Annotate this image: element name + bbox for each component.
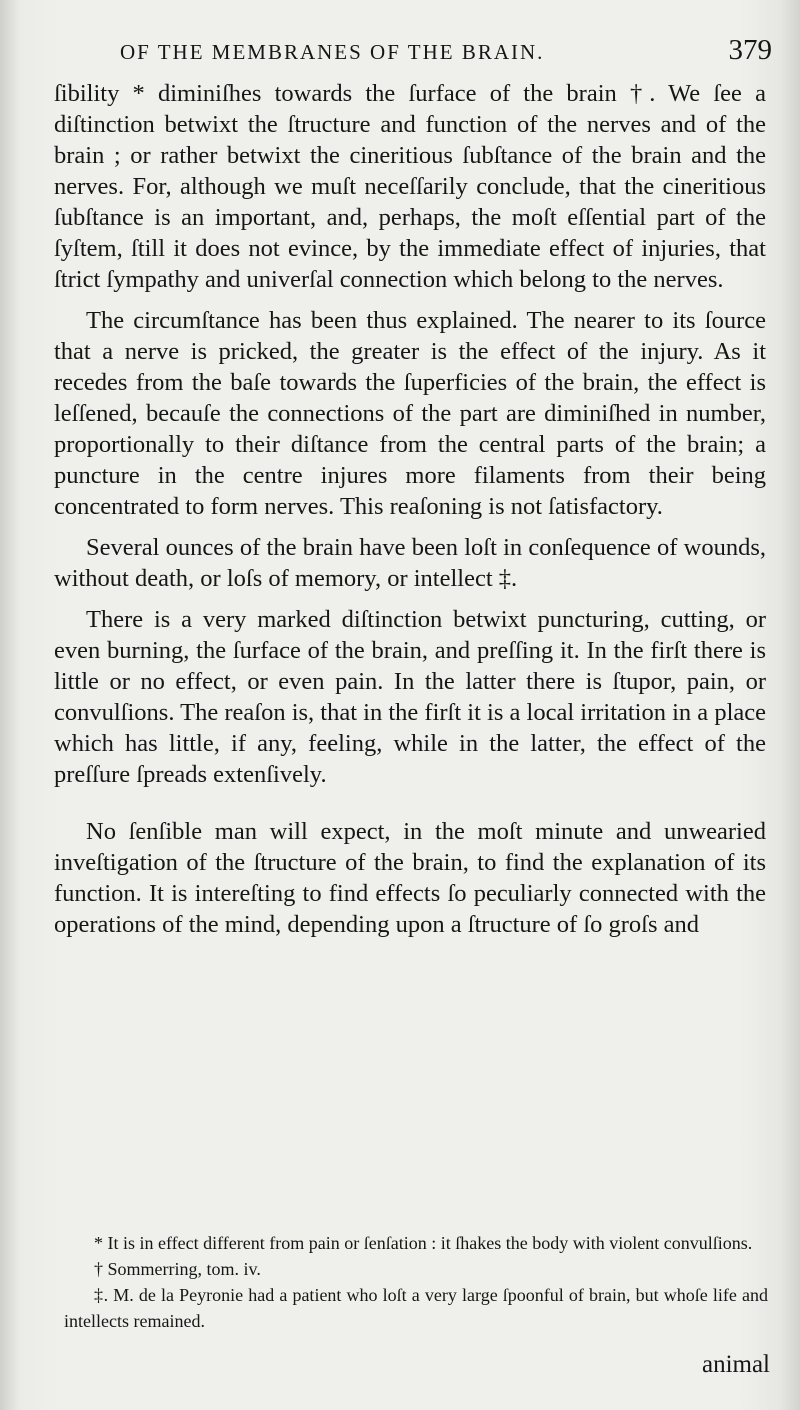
paragraph-5: No ſenſible man will expect, in the moſt minute and unwearied inveſtigation of the ſtructure of the brain, to find the explanation of its function. It is intereſting to find effects ſo peculiarly connected with the operations of the mind, depending upon a ſtructure of ſo groſs and xyxy=(54,818,766,938)
footnotes xyxy=(64,1230,768,1334)
running-head: OF THE MEMBRANES OF THE BRAIN. xyxy=(120,40,545,64)
paragraph-1: ſibility * diminiſhes towards the ſurface of the brain †. We ſee a diſtinction betwixt the ſtructure and function of the nerves and of the brain ; or rather betwixt the cineritious ſubſtance of the brain and the nerves. For, although we muſt neceſſarily conclude, that the cineritious ſubſtance is an important, and, perhaps, the moſt eſſential part of the ſyſtem, ſtill it does not evince, by the immediate effect of injuries, that ſtrict ſympathy and univerſal connection which belong to the nerves. xyxy=(54,80,766,293)
footnote-double-dagger: ‡. M. de la Peyronie had a patient who loſt a very large ſpoonful of brain, but whoſe life and intellects remained. xyxy=(64,1285,768,1331)
page-number: 379 xyxy=(728,34,772,66)
footnote-asterisk: * It is in effect different from pain or ſenſation : it ſhakes the body with violent convulſions. xyxy=(94,1233,753,1253)
paragraph-2: The circumſtance has been thus explained. The nearer to its ſource that a nerve is pricked, the greater is the effect of the injury. As it recedes from the baſe towards the ſuperficies of the brain, the effect is leſſened, becauſe the connections of the part are diminiſhed in number, proportionally to their diſtance from the central parts of the brain; a puncture in the centre injures more filaments from their being concentrated to form nerves. This reaſoning is not ſatisfactory. xyxy=(54,307,766,520)
footnote-dagger: † Sommerring, tom. iv. xyxy=(94,1259,261,1279)
paragraph-4: There is a very marked diſtinction betwixt puncturing, cutting, or even burning, the ſurface of the brain, and preſſing it. In the firſt there is little or no effect, or even pain. In the latter there is ſtupor, pain, or convulſions. The reaſon is, that in the firſt it is a local irritation in a place which has little, if any, feeling, while in the latter, the effect of the preſſure ſpreads extenſively. xyxy=(54,606,766,788)
page-header xyxy=(60,28,772,78)
paragraph-3: Several ounces of the brain have been loſt in conſequence of wounds, without death, or loſs of memory, or intellect ‡. xyxy=(54,534,766,592)
body-text xyxy=(54,78,766,940)
catchword: animal xyxy=(701,1351,770,1378)
